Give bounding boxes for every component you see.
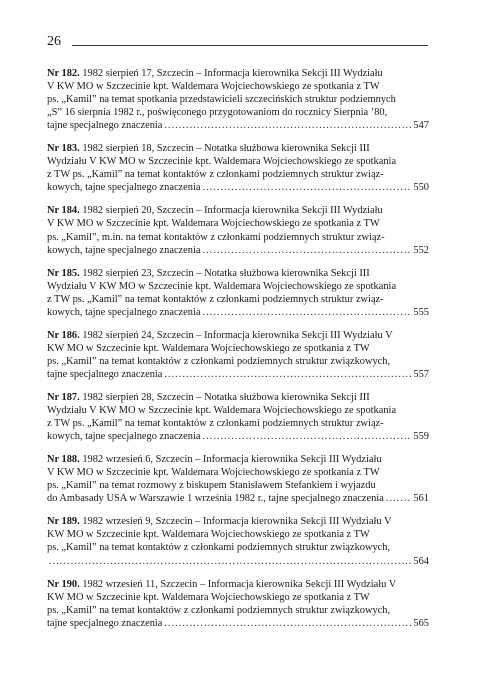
dot-leader: [49, 555, 411, 568]
toc-entry-text: tajne specjalnego znaczenia: [47, 617, 163, 629]
toc-entry-page: 559: [413, 431, 429, 443]
toc-entry-number: Nr 189.: [47, 516, 80, 528]
toc-entry: [47, 267, 429, 319]
toc-entry-line: [47, 404, 429, 417]
dot-leader: [164, 119, 411, 132]
toc-entry-number: Nr 187.: [47, 391, 80, 403]
toc-entry-number: Nr 186.: [47, 329, 80, 341]
toc-entry-text: 1982 wrzesień 11, Szczecin – Informacja kierownika Sekcji III Wydziału V: [82, 578, 397, 590]
toc-entry-line: [47, 80, 429, 93]
toc-entry-text: 1982 sierpień 18, Szczecin – Notatka służbowa kierownika Sekcji III: [82, 143, 370, 155]
toc-entry-last-line: [47, 181, 429, 194]
toc-entry-line: [47, 67, 429, 80]
page-number: 26: [47, 34, 61, 49]
toc-entry-text: do Ambasady USA w Warszawie 1 września 1982 r., tajne specjalnego znaczenia: [47, 493, 384, 505]
toc-entry-text: tajne specjalnego znaczenia: [47, 120, 163, 132]
toc-entry: [47, 453, 429, 505]
toc-entry-text: z TW ps. „Kamil” na temat kontaktów z członkami podziemnych struktur związ-: [47, 418, 384, 430]
toc-entry-text: 1982 sierpień 17, Szczecin – Informacja kierownika Sekcji III Wydziału: [82, 68, 383, 79]
toc-entry-last-line: [47, 430, 429, 443]
toc-entry-text: 1982 sierpień 28, Szczecin – Notatka służbowa kierownika Sekcji III: [82, 391, 370, 403]
toc-entry-text: Wydziału V KW MO w Szczecinie kpt. Waldemara Wojciechowskiego ze spotkania: [47, 156, 397, 168]
toc-entry-text: z TW ps. „Kamil” na temat kontaktów z członkami podziemnych struktur związ-: [47, 293, 384, 305]
toc-entry-line: [47, 93, 429, 106]
toc-entry: [47, 578, 429, 630]
toc-entry-line: [47, 204, 429, 217]
toc-entry-text: ps. „Kamil” na temat kontaktów z członkami podziemnych struktur związkowych,: [47, 355, 391, 367]
toc-entry-text: kowych, tajne specjalnego znaczenia: [47, 244, 201, 256]
dot-leader: [202, 306, 411, 319]
dot-leader: [164, 368, 411, 381]
toc-entry-line: [47, 391, 429, 404]
toc-entry-text: 1982 sierpień 24, Szczecin – Informacja kierownika Sekcji III Wydziału V: [82, 329, 393, 341]
toc-entry-line: [47, 466, 429, 479]
toc-entry-last-line: [47, 492, 429, 505]
toc-entry: [47, 67, 429, 132]
toc-entry-line: [47, 329, 429, 342]
toc-entry-text: ps. „Kamil” na temat spotkania przedstawicieli szczecińskich struktur podziemnych: [47, 94, 396, 106]
toc-entry-line: [47, 578, 429, 591]
toc-entry-text: V KW MO w Szczecinie kpt. Waldemara Wojciechowskiego ze spotkania z TW: [47, 218, 380, 230]
toc-entry-text: 1982 sierpień 20, Szczecin – Informacja kierownika Sekcji III Wydziału: [82, 205, 383, 217]
toc-entry-text: KW MO w Szczecinie kpt. Waldemara Wojciechowskiego ze spotkania z TW: [47, 591, 370, 603]
toc-entry-line: [47, 168, 429, 181]
toc-entry-last-line: [47, 244, 429, 257]
header-rule: [72, 45, 428, 46]
toc-entry-text: „S” 16 sierpnia 1982 r., poświęconego przygotowaniom do rocznicy Sierpnia ’80,: [47, 107, 388, 119]
toc-entry-text: ps. „Kamil”, m.in. na temat kontaktów z członkami podziemnych struktur związ-: [47, 231, 385, 243]
toc-entry-page: 564: [413, 555, 429, 567]
toc-entry-last-line: [47, 555, 429, 568]
toc-entry-line: [47, 293, 429, 306]
dot-leader: [164, 617, 411, 630]
toc-entry-line: [47, 267, 429, 280]
toc-entry-last-line: [47, 119, 429, 132]
toc-entry-text: V KW MO w Szczecinie kpt. Waldemara Wojciechowskiego ze spotkania z TW: [47, 81, 380, 93]
toc-entry-line: [47, 355, 429, 368]
toc-entry-text: 1982 wrzesień 9, Szczecin – Informacja kierownika Sekcji III Wydziału V: [82, 516, 392, 528]
toc-entry-text: ps. „Kamil” na temat kontaktów z członkami podziemnych struktur związkowych,: [47, 542, 391, 554]
table-of-contents: [47, 67, 429, 640]
toc-entry-line: [47, 142, 429, 155]
toc-entry-line: [47, 280, 429, 293]
toc-entry-page: 550: [413, 182, 429, 194]
toc-entry-number: Nr 184.: [47, 205, 80, 217]
toc-entry-line: [47, 453, 429, 466]
toc-entry-text: z TW ps. „Kamil” na temat kontaktów z członkami podziemnych struktur związ-: [47, 169, 384, 181]
toc-entry-line: [47, 591, 429, 604]
toc-entry-number: Nr 182.: [47, 68, 80, 79]
toc-entry-number: Nr 183.: [47, 143, 80, 155]
toc-entry-line: [47, 528, 429, 541]
toc-entry-line: [47, 342, 429, 355]
toc-entry-line: [47, 155, 429, 168]
dot-leader: [386, 492, 412, 505]
toc-entry: [47, 515, 429, 567]
toc-entry-last-line: [47, 368, 429, 381]
toc-entry-text: 1982 sierpień 23, Szczecin – Notatka służbowa kierownika Sekcji III: [82, 267, 370, 279]
toc-entry-line: [47, 515, 429, 528]
dot-leader: [202, 430, 411, 443]
toc-entry-text: Wydziału V KW MO w Szczecinie kpt. Waldemara Wojciechowskiego ze spotkania: [47, 280, 397, 292]
toc-entry-text: Wydziału V KW MO w Szczecinie kpt. Waldemara Wojciechowskiego ze spotkania: [47, 405, 397, 417]
toc-entry-text: tajne specjalnego znaczenia: [47, 368, 163, 380]
toc-entry-line: [47, 106, 429, 119]
toc-entry-line: [47, 217, 429, 230]
toc-entry-text: 1982 wrzesień 6, Szczecin – Informacja kierownika Sekcji III Wydziału: [82, 454, 382, 466]
toc-entry-text: kowych, tajne specjalnego znaczenia: [47, 182, 201, 194]
dot-leader: [202, 181, 411, 194]
toc-entry-page: 565: [413, 617, 429, 629]
toc-entry: [47, 142, 429, 194]
toc-entry-page: 547: [413, 120, 429, 132]
toc-entry-number: Nr 190.: [47, 578, 80, 590]
toc-entry-line: [47, 231, 429, 244]
toc-entry-line: [47, 541, 429, 554]
toc-entry-text: kowych, tajne specjalnego znaczenia: [47, 306, 201, 318]
toc-entry-text: kowych, tajne specjalnego znaczenia: [47, 431, 201, 443]
toc-entry-page: 557: [413, 368, 429, 380]
toc-entry-text: V KW MO w Szczecinie kpt. Waldemara Wojciechowskiego ze spotkania z TW: [47, 467, 380, 479]
toc-entry-number: Nr 185.: [47, 267, 80, 279]
toc-entry-line: [47, 604, 429, 617]
dot-leader: [202, 244, 411, 257]
toc-entry: [47, 204, 429, 256]
toc-entry-number: Nr 188.: [47, 454, 80, 466]
toc-entry: [47, 391, 429, 443]
toc-entry: [47, 329, 429, 381]
toc-entry-text: ps. „Kamil” na temat kontaktów z członkami podziemnych struktur związkowych,: [47, 604, 391, 616]
toc-entry-text: ps. „Kamil” na temat rozmowy z biskupem Stanisławem Stefankiem i wyjazdu: [47, 480, 376, 492]
toc-entry-page: 552: [413, 244, 429, 256]
toc-entry-page: 555: [413, 306, 429, 318]
toc-entry-text: KW MO w Szczecinie kpt. Waldemara Wojciechowskiego ze spotkania z TW: [47, 342, 370, 354]
toc-entry-line: [47, 417, 429, 430]
toc-entry-last-line: [47, 306, 429, 319]
toc-entry-last-line: [47, 617, 429, 630]
toc-entry-page: 561: [413, 493, 429, 505]
toc-entry-text: KW MO w Szczecinie kpt. Waldemara Wojciechowskiego ze spotkania z TW: [47, 529, 370, 541]
toc-entry-line: [47, 479, 429, 492]
